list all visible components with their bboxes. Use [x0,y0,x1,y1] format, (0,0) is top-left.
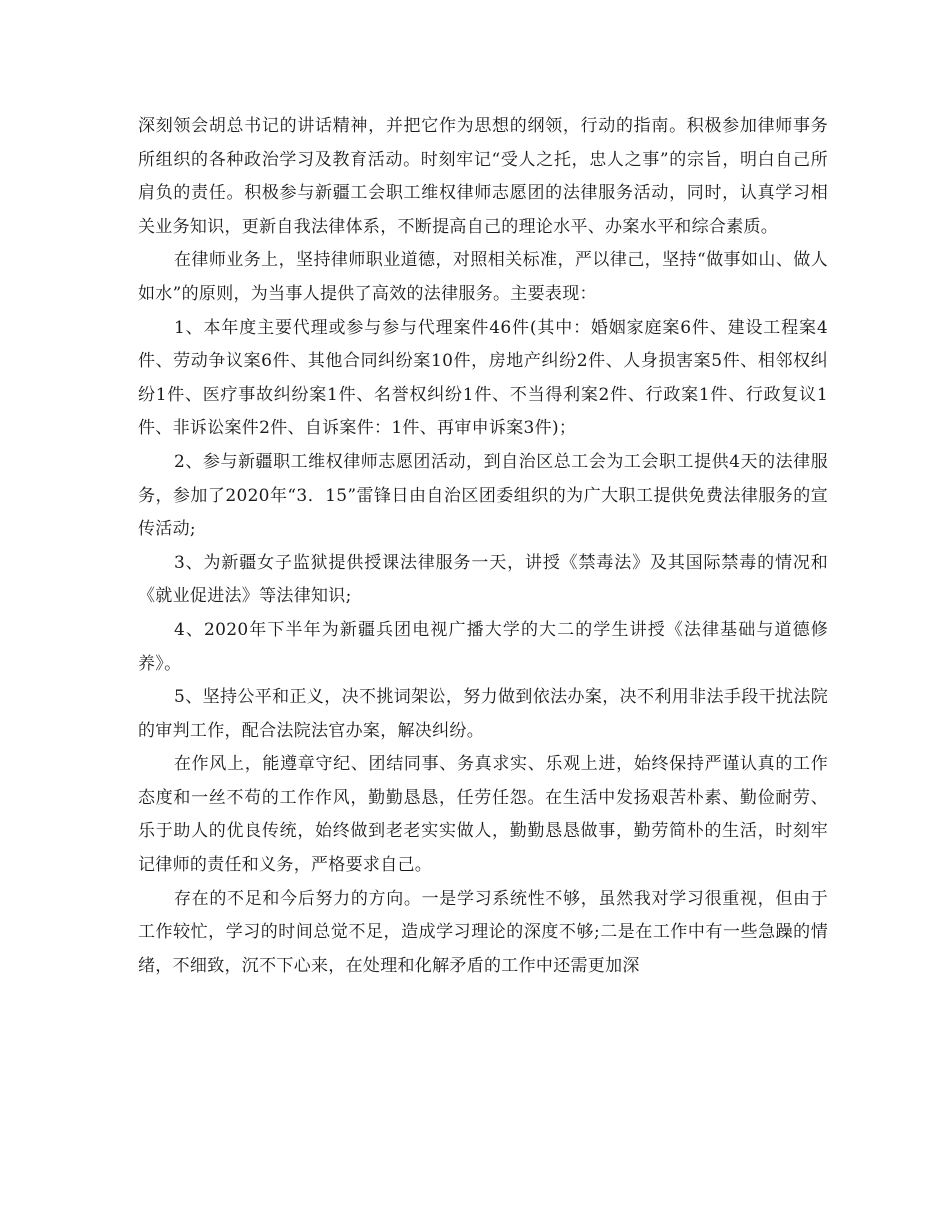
document-body [138,110,828,983]
paragraph-item-2-volunteer: 2、参与新疆职工维权律师志愿团活动，到自治区总工会为工会职工提供4天的法律服务，参加了2020年“3．15”雷锋日由自治区团委组织的为广大职工提供免费法律服务的宣传活动; [138,451,828,540]
paragraph-item-3-prison-lecture: 3、为新疆女子监狱提供授课法律服务一天，讲授《禁毒法》及其国际禁毒的情况和《就业促进法》等法律知识; [138,552,828,607]
paragraph-political-study: 深刻领会胡总书记的讲话精神，并把它作为思想的纲领，行动的指南。积极参加律师事务所组织的各种政治学习及教育活动。时刻牢记“受人之托，忠人之事”的宗旨，明白自己所肩负的责任。积极参与新疆工会职工维权律师志愿团的法律服务活动，同时，认真学习相关业务知识，更新自我法律体系，不断提高自己的理论水平、办案水平和综合素质。 [138,116,828,237]
paragraph-shortcomings: 存在的不足和今后努力的方向。一是学习系统性不够，虽然我对学习很重视，但由于工作较忙，学习的时间总觉不足，造成学习理论的深度不够;二是在工作中有一些急躁的情绪，不细致，沉不下心来，在处理和化解矛盾的工作中还需更加深 [138,888,828,976]
paragraph-work-style: 在作风上，能遵章守纪、团结同事、务真求实、乐观上进，始终保持严谨认真的工作态度和一丝不苟的工作作风，勤勤恳恳，任劳任怨。在生活中发扬艰苦朴素、勤俭耐劳、乐于助人的优良传统，始终做到老老实实做人，勤勤恳恳做事，勤劳简朴的生活，时刻牢记律师的责任和义务，严格要求自己。 [138,754,828,876]
paragraph-professional-ethics: 在律师业务上，坚持律师职业道德，对照相关标准，严以律己，坚持“做事如山、做人如水”的原则，为当事人提供了高效的法律服务。主要表现： [138,250,828,304]
paragraph-item-5-justice: 5、坚持公平和正义，决不挑词架讼，努力做到依法办案，决不利用非法手段干扰法院的审判工作，配合法院法官办案，解决纠纷。 [138,687,828,741]
paragraph-item-1-cases: 1、本年度主要代理或参与参与代理案件46件(其中：婚姻家庭案6件、建设工程案4件、劳动争议案6件、其他合同纠纷案10件，房地产纠纷2件、人身损害案5件、相邻权纠纷1件、医疗事故纠纷案1件、名誉权纠纷1件、不当得利案2件、行政案1件、行政复议1件、非诉讼案件2件、自诉案件：1件、再审申诉案3件)； [138,317,828,439]
paragraph-item-4-university-lecture: 4、2020年下半年为新疆兵团电视广播大学的大二的学生讲授《法律基础与道德修养》。 [138,619,828,674]
